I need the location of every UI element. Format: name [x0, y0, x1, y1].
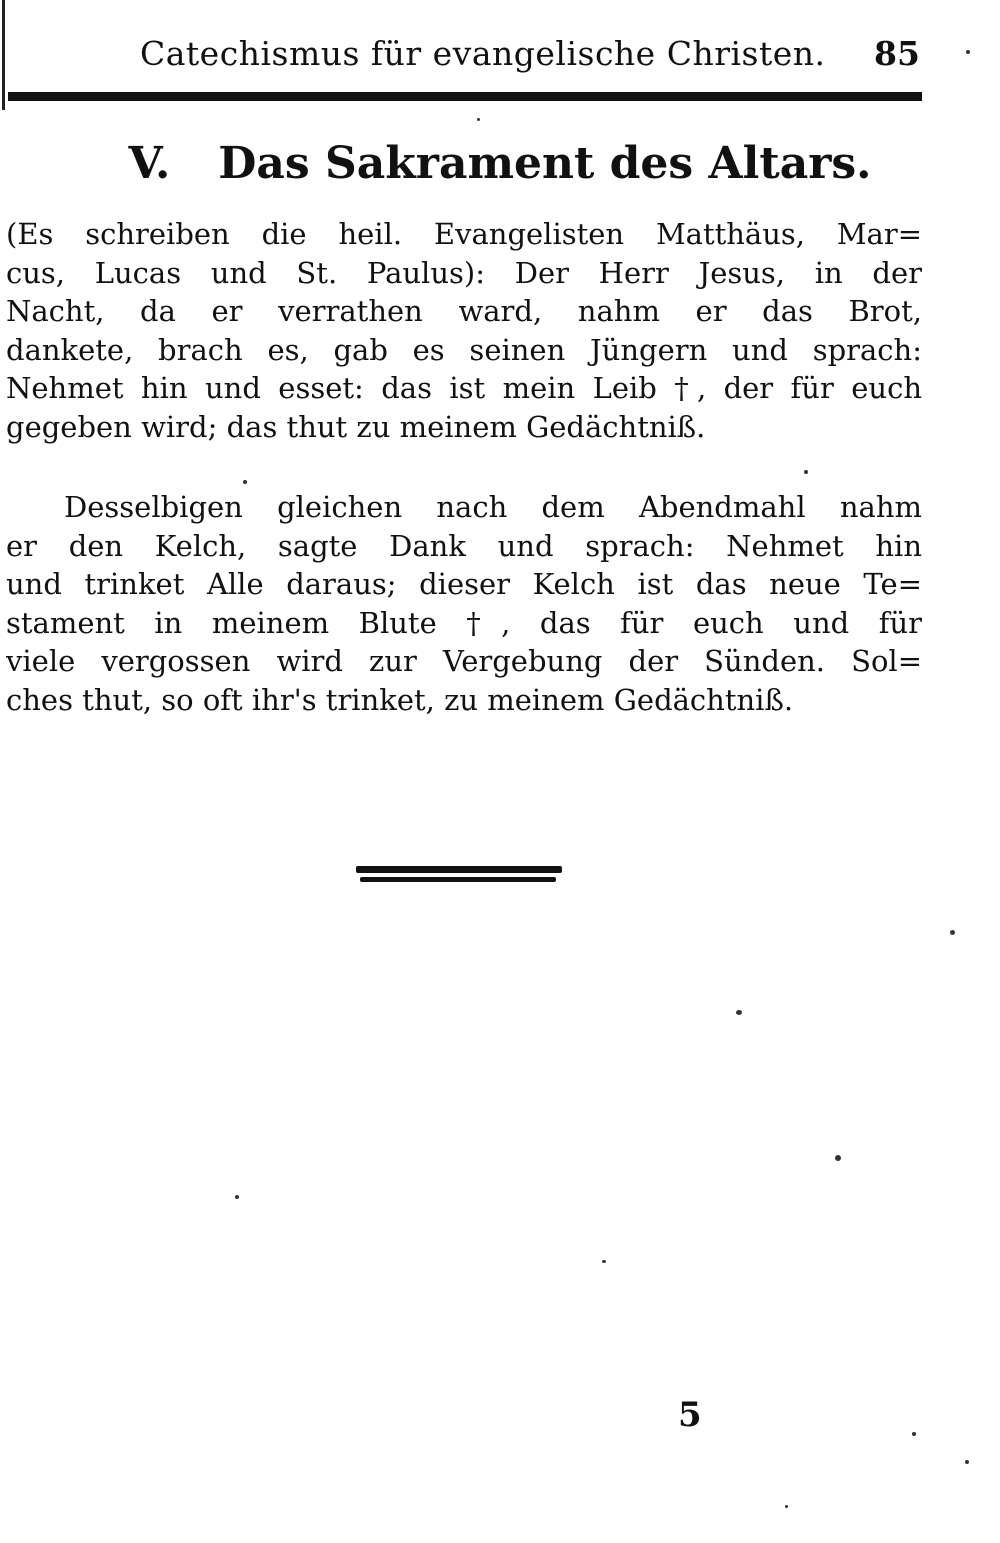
text-line: gegeben wird; das thut zu meinem Gedächtniß.	[6, 409, 706, 444]
scan-speck	[235, 1195, 239, 1199]
scan-speck	[785, 1505, 788, 1508]
section-heading	[0, 138, 1000, 189]
page-number: 85	[874, 34, 920, 73]
text-line: viele vergossen wird zur Vergebung der Sünden. Sol=	[6, 644, 922, 678]
running-head	[0, 28, 1000, 88]
scan-speck	[835, 1155, 841, 1161]
scan-speck	[477, 118, 480, 121]
signature-mark: 5	[678, 1395, 702, 1435]
scan-speck	[950, 930, 955, 935]
text-line: er den Kelch, sagte Dank und sprach: Nehmet hin	[6, 528, 922, 563]
text-line: (Es schreiben die heil. Evangelisten Matthäus, Mar=	[6, 217, 922, 251]
text-line: und trinket Alle daraus; dieser Kelch ist das neue Te=	[6, 567, 922, 601]
text-line: stament in meinem Blute †, das für euch und für	[6, 605, 922, 640]
scan-speck	[736, 1010, 742, 1015]
scan-speck	[966, 50, 970, 54]
text-line: Desselbigen gleichen nach dem Abendmahl nahm	[64, 490, 922, 524]
paragraph-words-of-institution-cup	[6, 488, 922, 719]
section-number: V.	[128, 138, 171, 189]
scan-speck	[912, 1432, 916, 1436]
paragraph-words-of-institution-bread	[6, 215, 922, 446]
scan-speck	[804, 470, 808, 474]
text-line: Nehmet hin und esset: das ist mein Leib †, der für euch	[6, 371, 922, 405]
text-line: ches thut, so oft ihr's trinket, zu meinem Gedächtniß.	[6, 682, 794, 717]
running-title: Catechismus für evangelische Christen.	[140, 34, 826, 73]
end-rule-bar	[356, 866, 562, 873]
section-title: Das Sakrament des Altars.	[218, 138, 872, 189]
text-line: Nacht, da er verrathen ward, nahm er das Brot,	[6, 294, 922, 328]
text-line: cus, Lucas und St. Paulus): Der Herr Jesus, in der	[6, 255, 922, 290]
text-line: dankete, brach es, gab es seinen Jüngern und sprach:	[6, 332, 922, 367]
scan-speck	[602, 1260, 606, 1263]
scan-speck	[965, 1460, 969, 1464]
header-rule	[8, 92, 922, 101]
section-end-rule	[356, 866, 562, 886]
end-rule-bar	[360, 877, 556, 882]
scan-speck	[243, 480, 247, 484]
